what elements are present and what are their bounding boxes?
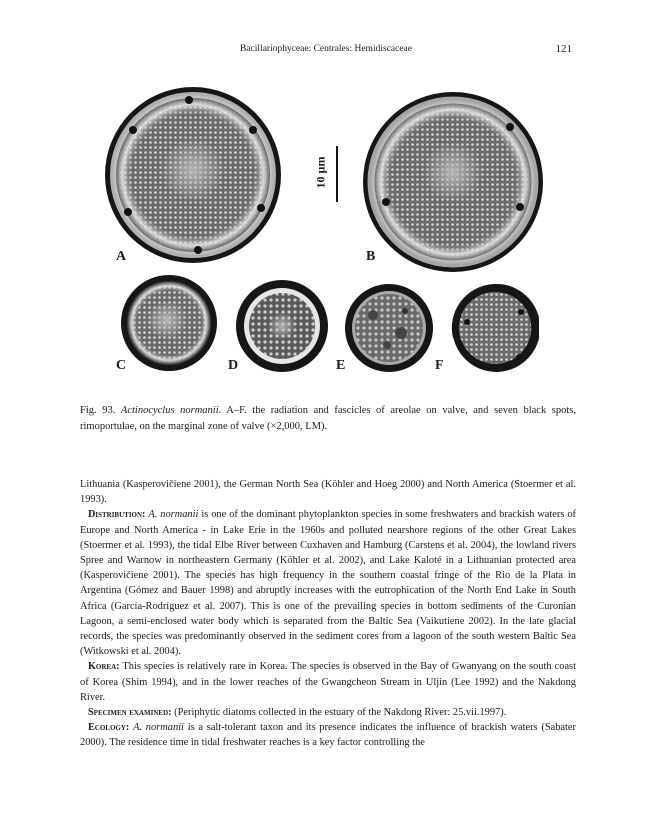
panel-label-e: E [336,358,346,373]
intro-paragraph: Lithuania (Kasperovičiene 2001), the German North Sea (Köhler and Hoeg 2000) and North America (Stoermer et al. 1993). [80,479,576,506]
micrograph-f [449,282,539,376]
panel-label-c: C [116,358,127,373]
distribution-text: is one of the dominant phytoplankton species in some freshwaters and brackish waters of Europe and North America - in Lake Erie in the 1960s and polluted nearshore regions of the other Great Lakes (Stoermer et al. 1993), the tidal Elbe River between Cuxhaven and Hamburg (Carstens et al. 2004), the lowland rivers Spree and Warnow in northeastern Germany (Köhler et al. 2002), and Lake Kaloté in a Lithuanian protected area (Kasperovičiene 2001). The species has high frequency in the southern coastal fringe of the Rio de la Plata in Argentina (Gómez and Bauer 1998) and abruptly increases with the eutrophication of the North End Lake in South Africa (García-Rodríguez et al. 2007). This is one of the prevailing species in bottom sediments of the Curonian Lagoon, a semi-enclosed water body which is separated from the Baltic Sea (Vaikutiene 2002). In the late glacial records, the species was predominantly observed in the sediment cores from a lagoon of the south western Baltic Sea (Witkowski et al. 2004). [80,509,576,658]
korea-paragraph [80,659,576,705]
micrograph-c [117,275,221,371]
caption-text: . A–F. the radiation and fascicles of areolae on valve, and seven black spots, rimoportulae, on the marginal zone of valve (×2,000, LM). [80,405,577,432]
running-header [0,44,652,58]
korea-heading: Korea: [88,661,120,673]
ecology-text: is a salt-tolerant taxon and its presence indicates the influence of brackish waters (Sabater 2000). The residence time in tidal freshwater reaches is a key factor controlling the [80,722,576,749]
caption-fig-number: Fig. 93. [80,405,116,416]
micrograph-e [343,283,435,373]
body-text [80,477,576,751]
scale-bar [336,146,338,202]
micrograph-b [360,87,546,277]
micrograph-a [103,80,283,270]
running-title: Bacillariophyceae: Centrales: Hemidiscaceae [240,44,412,54]
specimen-text: (Periphytic diatoms collected in the estuary of the Nakdong River: 25.vii.1997). [171,707,507,719]
distribution-paragraph [80,507,576,659]
panel-label-f: F [435,358,444,373]
specimen-heading: Specimen examined: [88,707,172,719]
ecology-species: A. normanii [133,722,184,734]
ecology-heading: Ecology: [88,722,130,734]
ecology-paragraph [80,720,576,750]
panel-label-a: A [116,249,127,264]
panel-label-b: B [366,249,376,264]
scale-label: 10 µm [313,156,328,189]
figure-caption [80,403,576,435]
specimen-paragraph [80,705,576,720]
panel-label-d: D [228,358,239,373]
page-number: 121 [555,43,572,55]
distribution-species: A. normanii [148,509,199,521]
distribution-heading: Distribution: [88,509,146,521]
micrograph-d [232,279,332,373]
korea-text: This species is relatively rare in Korea. The species is observed in the Bay of Gwanyang on the south coast of Korea (Shim 1994), and in the lower reaches of the Gwangcheon Stream in Uljin (Lee 1992) and the Nakdong River. [80,661,576,703]
caption-species: Actinocyclus normanii [120,405,219,416]
